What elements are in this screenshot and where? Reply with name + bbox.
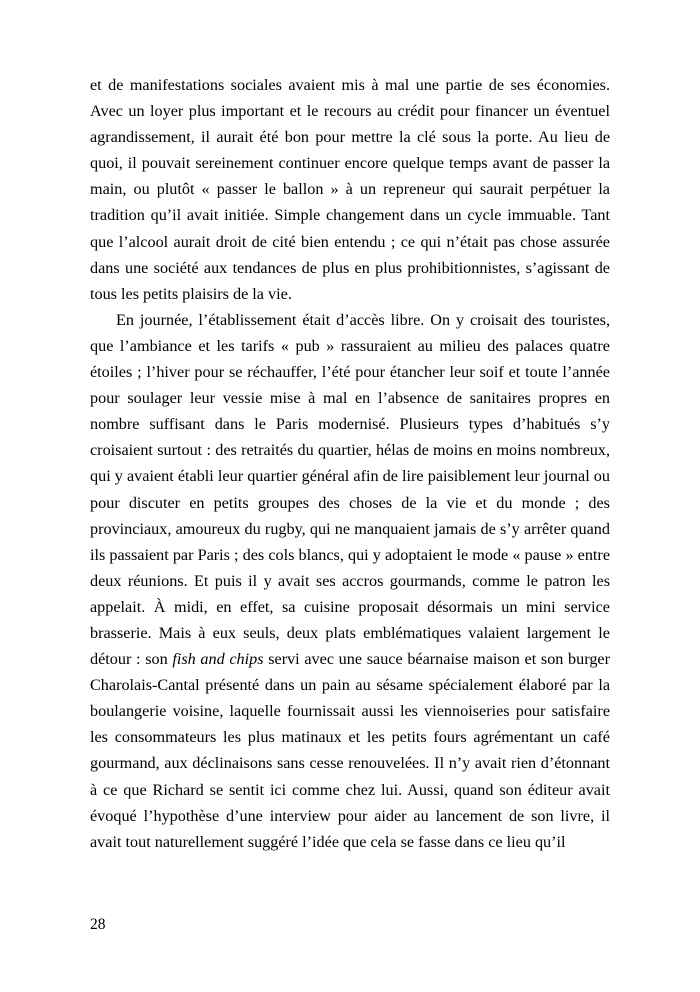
text-run: En journée, l’établissement était d’accès libre. On y croisait des touristes, que l’ambiance et les tarifs « pub » rassuraient au milieu des palaces quatre étoiles ; l’hiver pour se réchauffer, l’été pour étancher leur soif et toute l’année pour soulager leur vessie mise à mal en l’absence de sanitaires propres en nombre suffisant dans le Paris modernisé. Plusieurs types d’habitués s’y croisaient surtout : des retraités du quartier, hélas de moins en moins nombreux, qui y avaient établi leur quartier général afin de lire paisiblement leur journal ou pour discuter en petits groupes des choses de la vie et du monde ; des provinciaux, amoureux du rugby, qui ne manquaient jamais de s’y arrêter quand ils passaient par Paris ; des cols blancs, qui y adoptaient le mode « pause » entre deux réunions. Et puis il y avait ses accros gourmands, comme le patron les appelait. À midi, en effet, sa cuisine proposait désormais un mini service brasserie. Mais à eux seuls, deux plats emblématiques valaient largement le détour : son	[90, 310, 610, 669]
text-run: servi avec une sauce béarnaise maison et son burger Charolais-Cantal présenté dans un pain au sésame spécialement élaboré par la boulangerie voisine, laquelle fournissait aussi les viennoiseries pour satisfaire les consommateurs les plus matinaux et les petits fours agrémentant un café gourmand, aux déclinaisons sans cesse renouvelées. Il n’y avait rien d’étonnant à ce que Richard se sentit ici comme chez lui. Aussi, quand son éditeur avait évoqué l’hypothèse d’une interview pour aider au lancement de son livre, il avait tout naturellement suggéré l’idée que cela se fasse dans ce lieu qu’il	[90, 650, 611, 851]
page-body-text	[90, 72, 610, 855]
italic-phrase: fish and chips	[172, 650, 264, 669]
text-run: et de manifestations sociales avaient mis à mal une partie de ses économies. Avec un loyer plus important et le recours au crédit pour financer un éventuel agrandissement, il aurait été bon pour mettre la clé sous la porte. Au lieu de quoi, il pouvait sereinement continuer encore quelque temps avant de passer la main, ou plutôt « passer le ballon » à un repreneur qui saurait perpétuer la tradition qu’il avait initiée. Simple changement dans un cycle immuable. Tant que l’alcool aurait droit de cité bien entendu ; ce qui n’était pas chose assurée dans une société aux tendances de plus en plus prohibitionnistes, s’agissant de tous les petits plaisirs de la vie.	[90, 76, 610, 303]
paragraph-en-journee	[90, 307, 610, 855]
paragraph-continued	[90, 72, 610, 307]
page-number: 28	[90, 916, 106, 933]
